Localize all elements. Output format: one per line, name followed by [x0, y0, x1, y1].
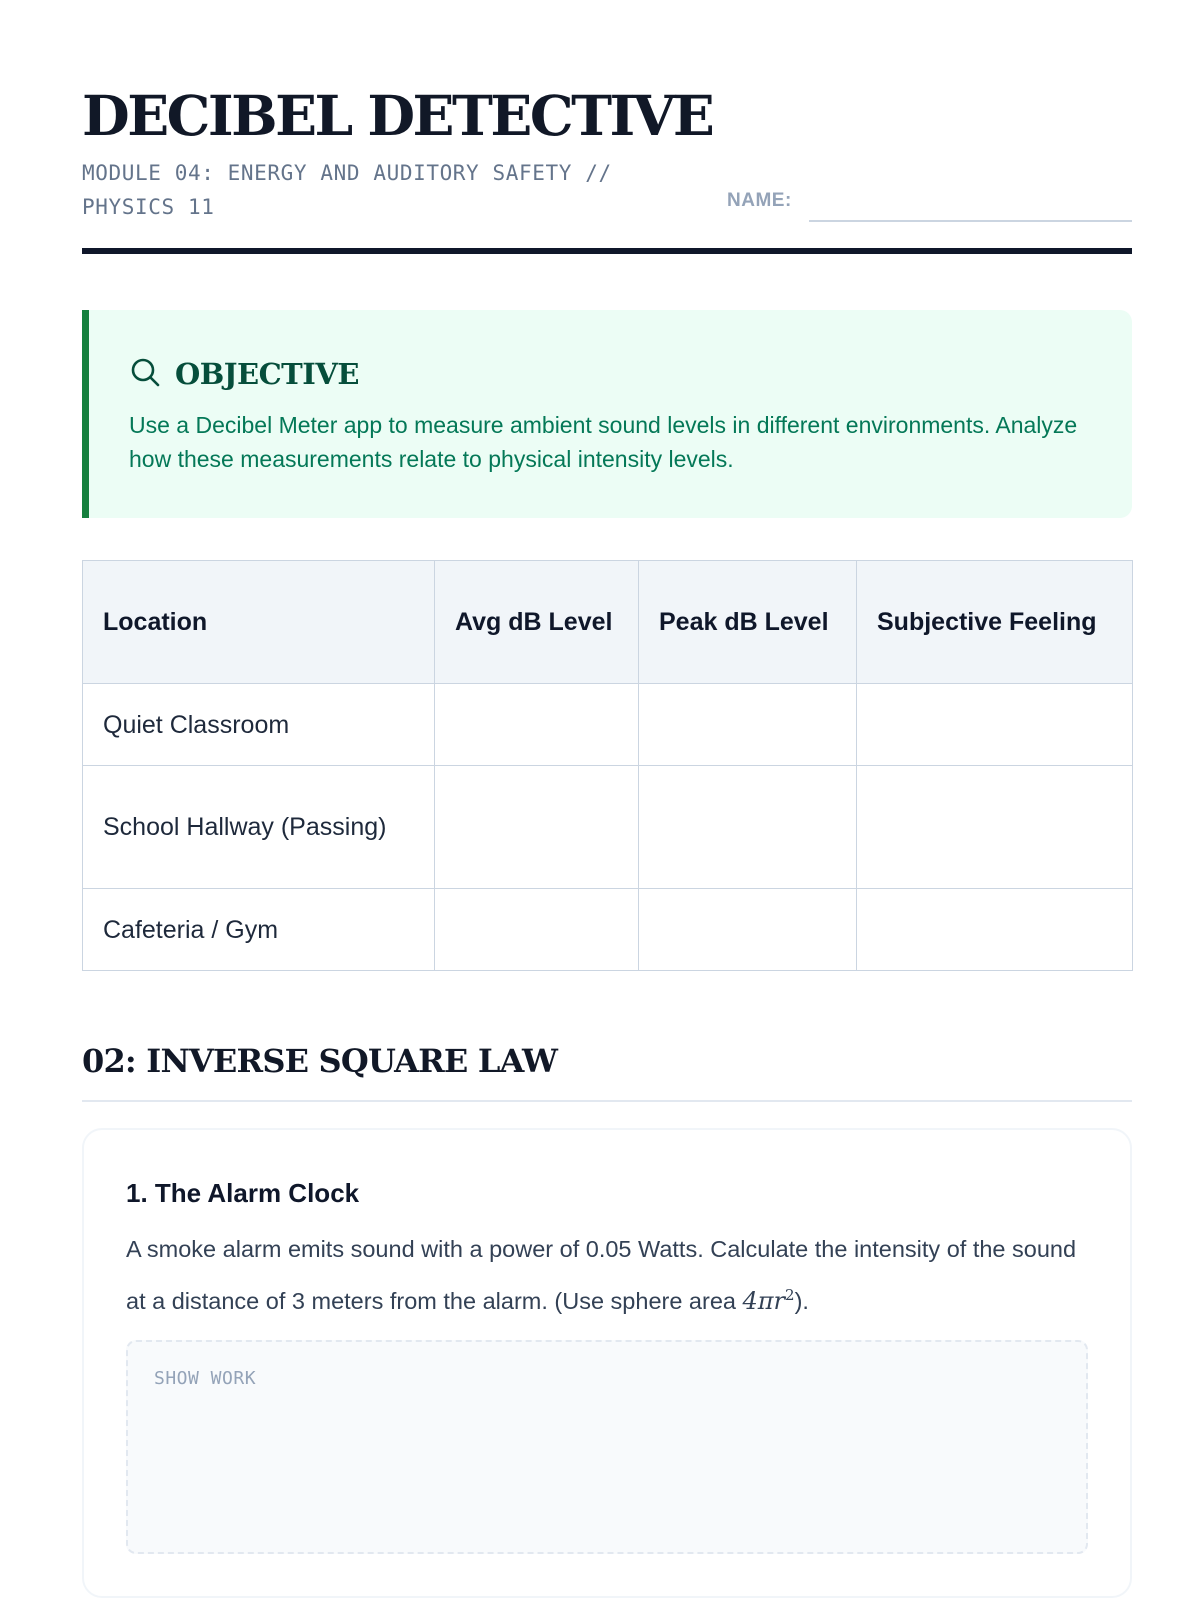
feeling-cell[interactable]	[857, 766, 1133, 889]
objective-header	[129, 354, 1092, 394]
section-divider	[82, 1100, 1132, 1102]
search-icon	[129, 356, 161, 393]
measurement-table	[82, 560, 1133, 971]
avg-db-cell[interactable]	[435, 684, 639, 766]
show-work-area[interactable]	[126, 1340, 1088, 1554]
question-text	[126, 1226, 1086, 1324]
col-header-peak-db: Peak dB Level	[639, 561, 857, 684]
objective-box	[82, 310, 1132, 518]
col-header-location: Location	[83, 561, 435, 684]
table-row	[83, 684, 1133, 766]
avg-db-cell[interactable]	[435, 766, 639, 889]
objective-title: OBJECTIVE	[175, 357, 359, 391]
col-header-feeling: Subjective Feeling	[857, 561, 1133, 684]
page-title: DECIBEL DETECTIVE	[82, 83, 713, 148]
section-title: 02: INVERSE SQUARE LAW	[82, 1042, 558, 1080]
feeling-cell[interactable]	[857, 684, 1133, 766]
peak-db-cell[interactable]	[639, 684, 857, 766]
location-cell: School Hallway (Passing)	[83, 766, 435, 889]
name-field[interactable]	[809, 220, 1132, 222]
peak-db-cell[interactable]	[639, 766, 857, 889]
table-row	[83, 889, 1133, 971]
table-header-row	[83, 561, 1133, 684]
objective-text: Use a Decibel Meter app to measure ambient sound levels in different environments. Analyze how these measurements relate to physical intensity levels.	[129, 412, 1078, 472]
question-text-after: ).	[794, 1288, 809, 1314]
name-label: NAME:	[727, 190, 792, 211]
col-header-avg-db: Avg dB Level	[435, 561, 639, 684]
header-divider	[82, 248, 1132, 254]
module-subtitle: MODULE 04: ENERGY AND AUDITORY SAFETY // PHYSICS 11	[82, 161, 612, 219]
table-row	[83, 766, 1133, 889]
sphere-area-formula: $4\pi r^2$	[742, 1286, 795, 1315]
location-cell: Cafeteria / Gym	[83, 889, 435, 971]
location-cell: Quiet Classroom	[83, 684, 435, 766]
question-card	[82, 1128, 1132, 1598]
feeling-cell[interactable]	[857, 889, 1133, 971]
question-title: 1. The Alarm Clock	[126, 1178, 360, 1208]
show-work-label: SHOW WORK	[154, 1368, 257, 1389]
avg-db-cell[interactable]	[435, 889, 639, 971]
peak-db-cell[interactable]	[639, 889, 857, 971]
question-text-before: A smoke alarm emits sound with a power of 0.05 Watts. Calculate the intensity of the sound at a distance of 3 meters from the alarm. (Use sphere area	[126, 1236, 1077, 1314]
